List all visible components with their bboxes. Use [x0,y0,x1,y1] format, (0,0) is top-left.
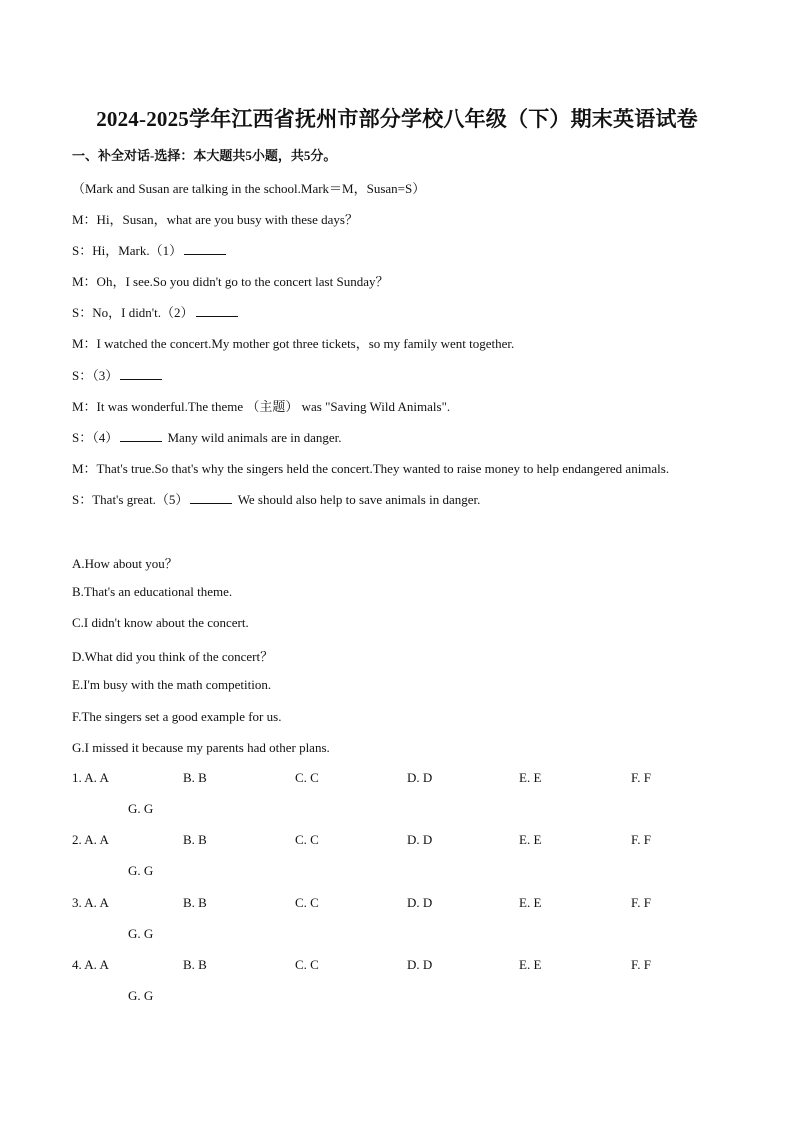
dialogue-text: M：It was wonderful.The theme （主题） was "Saving Wild Animals". [72,398,451,414]
dialogue-text: We should also help to save animals in danger. [234,491,481,507]
choice-option[interactable]: G. G [128,801,154,817]
dialogue-text: S：No，I didn't.（2） [72,305,194,321]
option-item: E.I'm busy with the math competition. [72,677,272,693]
choice-option[interactable]: B. B [183,956,207,972]
dialogue-text: M：I watched the concert.My mother got three tickets，so my family went together. [72,336,515,352]
answer-blank [190,492,232,504]
dialogue-text: S：（3） [72,367,119,383]
choice-option[interactable]: 3. A. A [72,894,109,910]
section-heading: 一、补全对话-选择：本大题共5小题，共5分。 [72,148,337,163]
dialogue-line [72,333,514,352]
dialogue-text: M：Hi，Susan，what are you busy with these days？ [72,212,358,227]
dialogue-line [72,489,480,508]
choice-option[interactable]: G. G [128,863,154,879]
choice-option[interactable]: C. C [295,894,319,910]
choice-option[interactable]: 4. A. A [72,956,109,972]
dialogue-line [72,209,358,228]
choice-option[interactable]: D. D [407,894,433,910]
dialogue-line [72,427,342,446]
choice-option[interactable]: F. F [631,832,651,848]
answer-blank [120,430,162,442]
dialogue-intro: （Mark and Susan are talking in the school.Mark＝M，Susan=S） [72,181,426,196]
dialogue-line [72,365,164,384]
dialogue-line [72,302,240,321]
option-item: D.What did you think of the concert？ [72,649,274,665]
dialogue-line [72,240,228,259]
choice-option[interactable]: E. E [519,956,542,972]
choice-option[interactable]: E. E [519,894,542,910]
answer-blank [120,368,162,380]
option-item: C.I didn't know about the concert. [72,615,249,631]
dialogue-text: S：Hi，Mark.（1） [72,243,183,259]
choice-option[interactable]: B. B [183,894,207,910]
choice-option[interactable]: D. D [407,832,433,848]
choice-option[interactable]: F. F [631,894,651,910]
answer-blank [196,305,238,317]
choice-option[interactable]: C. C [295,770,319,785]
dialogue-line [72,396,450,415]
dialogue-text: M：That's true.So that's why the singers held the concert.They wanted to raise money to help endangered animals. [72,460,670,476]
page-title: 2024-2025学年江西省抚州市部分学校八年级（下）期末英语试卷 [96,107,698,131]
choice-option[interactable]: B. B [183,832,207,848]
choice-option[interactable]: 1. A. A [72,770,109,785]
dialogue-text: Many wild animals are in danger. [164,429,342,445]
option-item: A.How about you？ [72,556,178,571]
choice-option[interactable]: E. E [519,770,542,785]
choice-option[interactable]: F. F [631,956,651,972]
choice-option[interactable]: E. E [519,832,542,848]
option-item: G.I missed it because my parents had other plans. [72,739,330,755]
dialogue-text: S：That's great.（5） [72,491,189,507]
choice-option[interactable]: C. C [295,832,319,848]
choice-option[interactable]: D. D [407,770,433,785]
choice-option[interactable]: G. G [128,925,154,941]
dialogue-line [72,271,388,290]
option-item: B.That's an educational theme. [72,584,233,600]
answer-blank [184,243,226,255]
choice-option[interactable]: G. G [128,988,154,1003]
choice-option[interactable]: B. B [183,770,207,785]
choice-option[interactable]: D. D [407,956,433,972]
option-item: F.The singers set a good example for us. [72,708,282,724]
dialogue-text: S：（4） [72,429,119,445]
choice-option[interactable]: 2. A. A [72,832,109,848]
dialogue-text: M：Oh，I see.So you didn't go to the concert last Sunday？ [72,274,389,290]
dialogue-line [72,458,669,477]
choice-option[interactable]: C. C [295,956,319,972]
choice-option[interactable]: F. F [631,770,651,785]
